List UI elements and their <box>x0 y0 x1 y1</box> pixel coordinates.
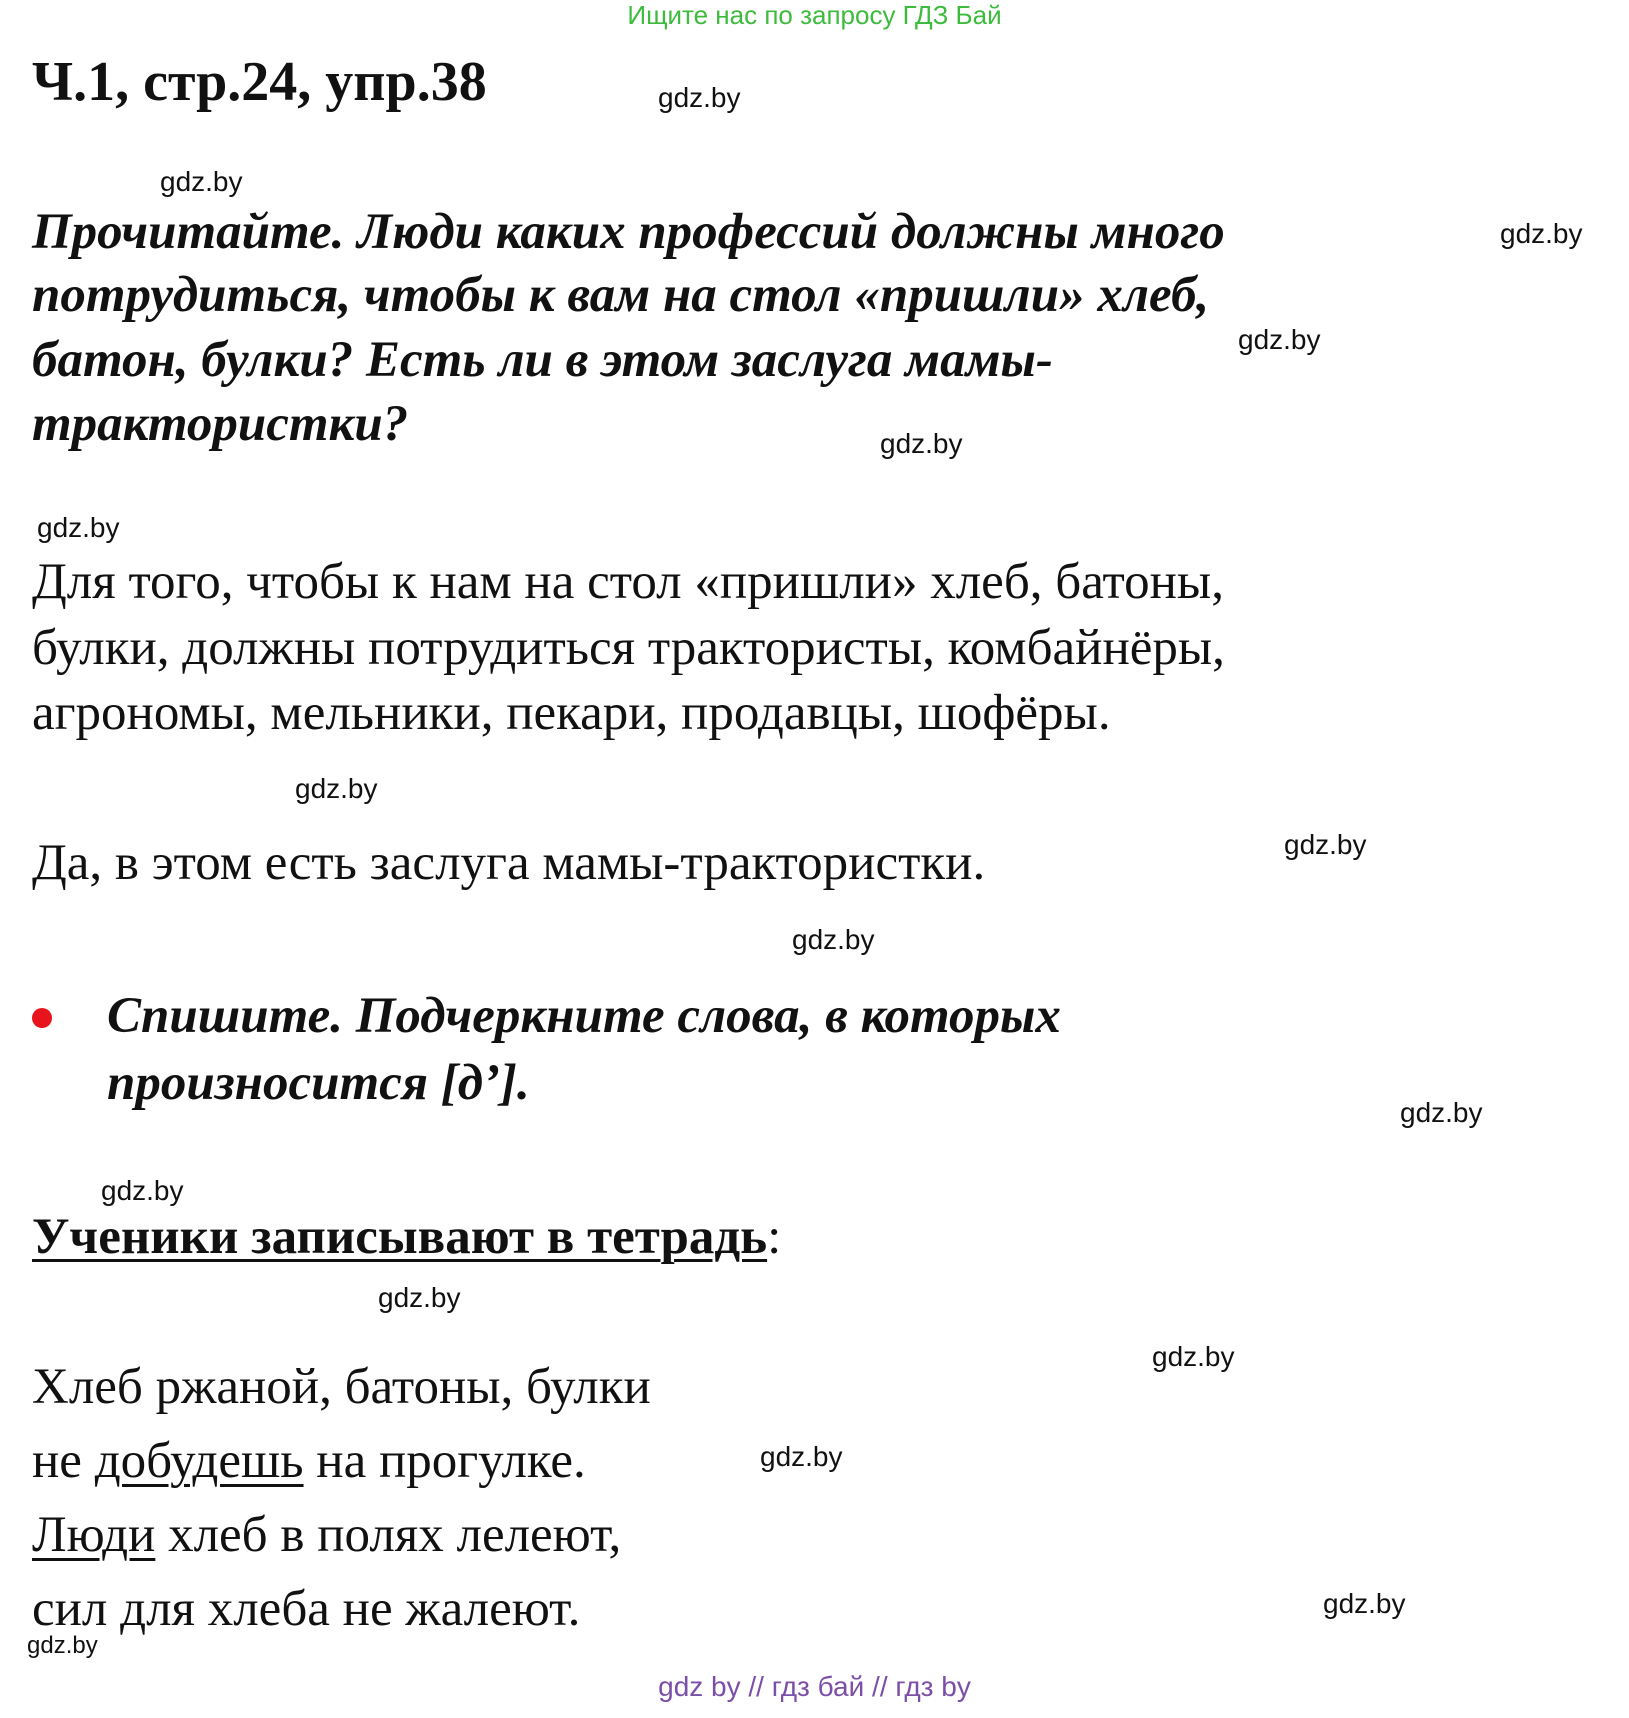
watermark: gdz.by <box>1238 324 1321 355</box>
poem-line: сил для хлеба не жалеют. <box>32 1581 581 1637</box>
task-line: Прочитайте. Люди каких профессий должны много <box>32 204 1225 260</box>
underlined-word: добудешь <box>94 1433 304 1489</box>
watermark: gdz.by <box>378 1282 461 1313</box>
section-heading <box>32 1208 781 1266</box>
watermark: gdz.by <box>1323 1588 1406 1619</box>
section-colon: : <box>767 1209 782 1265</box>
watermark: gdz.by <box>101 1175 184 1206</box>
task-line: потрудиться, чтобы к вам на стол «пришли» хлеб, <box>32 267 1210 323</box>
watermark: gdz.by <box>1400 1097 1483 1128</box>
answer-line: Для того, чтобы к нам на стол «пришли» хлеб, батоны, <box>32 554 1224 610</box>
watermark: gdz.by <box>27 1632 98 1659</box>
task2-line: произносится [д’]. <box>107 1055 530 1111</box>
watermark: gdz.by <box>1284 829 1367 860</box>
page-title: Ч.1, стр.24, упр.38 <box>32 51 487 113</box>
watermark: gdz.by <box>658 82 741 113</box>
watermark: gdz.by <box>295 773 378 804</box>
top-banner: Ищите нас по запросу ГДЗ Бай <box>627 0 1002 30</box>
poem-text: на прогулке. <box>303 1433 586 1489</box>
poem-text: не <box>32 1433 95 1489</box>
underlined-word: Люди <box>32 1507 156 1563</box>
watermark: gdz.by <box>792 924 875 955</box>
poem-line <box>32 1432 586 1490</box>
footer-links: gdz by // гдз бай // гдз by <box>658 1671 971 1702</box>
watermark: gdz.by <box>37 512 120 543</box>
answer-line: булки, должны потрудиться трактористы, комбайнёры, <box>32 620 1225 676</box>
answer-sentence: Да, в этом есть заслуга мамы-трактористки. <box>32 835 986 891</box>
watermark: gdz.by <box>760 1441 843 1472</box>
watermark: gdz.by <box>160 166 243 197</box>
task-line: батон, булки? Есть ли в этом заслуга мамы- <box>32 332 1053 388</box>
answer-line: агрономы, мельники, пекари, продавцы, шофёры. <box>32 685 1111 741</box>
task2-line: Спишите. Подчеркните слова, в которых <box>107 988 1061 1044</box>
bullet-icon <box>32 1008 52 1028</box>
poem-line <box>32 1506 621 1564</box>
poem-text: хлеб в полях лелеют, <box>155 1507 622 1563</box>
poem-line: Хлеб ржаной, батоны, булки <box>32 1359 651 1415</box>
section-title: Ученики записывают в тетрадь <box>32 1209 768 1265</box>
task-line: трактористки? <box>32 396 409 452</box>
watermark: gdz.by <box>880 428 963 459</box>
watermark: gdz.by <box>1500 218 1583 249</box>
watermark: gdz.by <box>1152 1341 1235 1372</box>
